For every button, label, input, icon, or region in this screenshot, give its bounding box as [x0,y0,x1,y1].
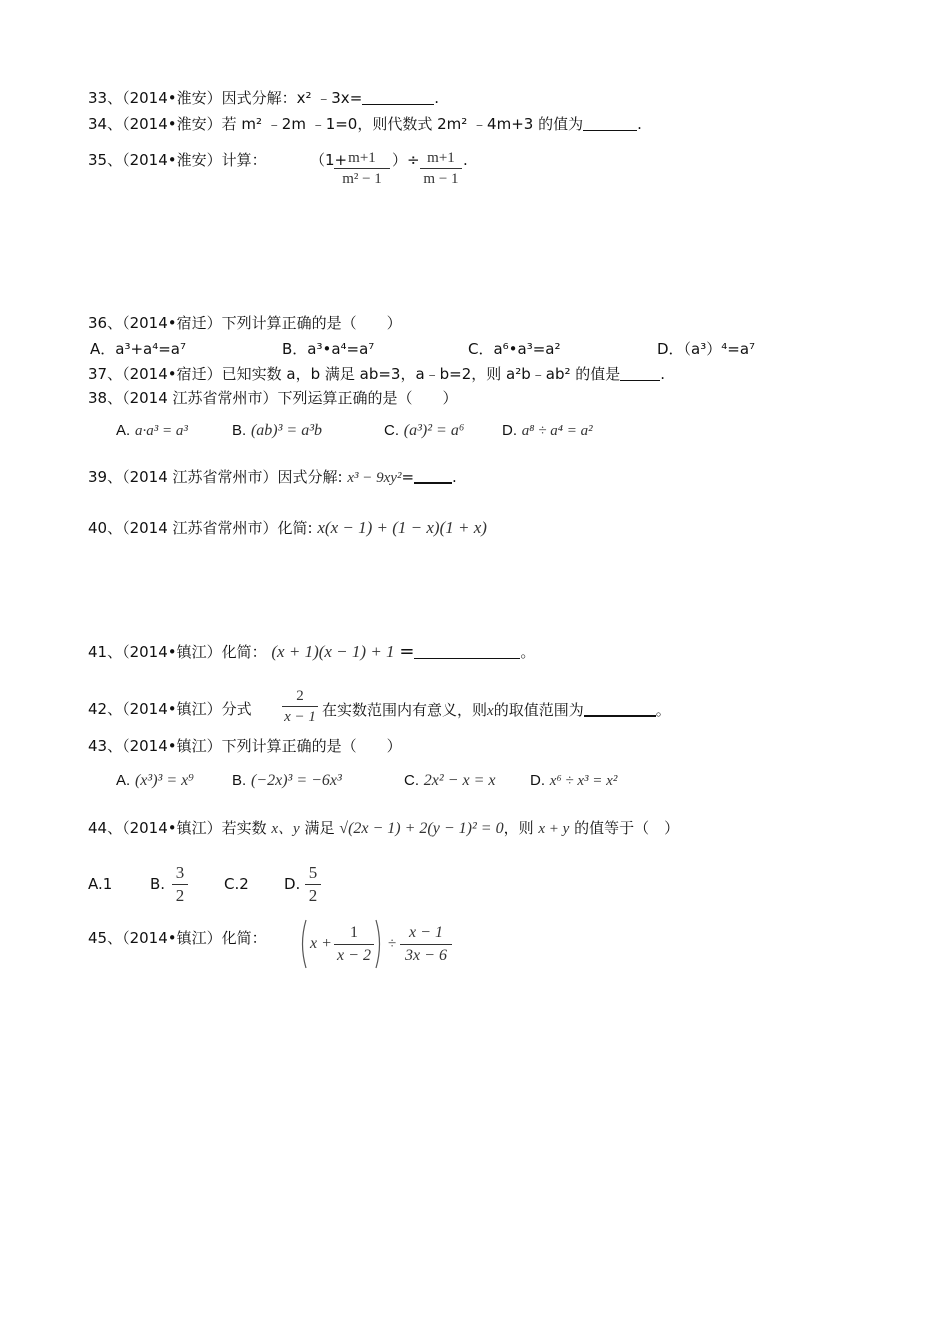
q45-divide: ÷ [388,936,397,952]
q38-option-c[interactable] [384,420,464,441]
q39-text: 39、（2014 江苏省常州市）因式分解: [88,468,343,486]
q43-expr-d: x⁶ ÷ x³ = x² [549,773,618,789]
q40-text: 40、（2014 江苏省常州市）化简: [88,519,313,537]
q38-expr-b: (ab)³ = a³b [250,422,323,439]
question-43 [88,736,402,756]
q42-denominator: x − 1 [284,709,316,725]
q44-b-denominator: 2 [175,886,185,905]
q35-fraction-2 [420,148,462,189]
q36-option-a[interactable]: A．a³+a⁴=a⁷ [90,340,187,358]
q44-mid-text: 满足 [304,819,335,837]
q44-fraction-d [305,862,321,907]
q34-answer-blank[interactable] [583,114,637,131]
q37-period: . [660,365,666,383]
question-37 [88,364,665,384]
q45-x-plus: x + [310,935,332,952]
q44-option-a[interactable]: A.1 [88,875,113,893]
q44-d-numerator: 5 [305,862,321,885]
q35-close: ）÷ [392,151,420,169]
question-44 [88,818,679,839]
q39-period: . [452,468,457,486]
q35-denominator-1: m² − 1 [342,171,382,187]
q35-numerator-2: m+1 [420,148,462,169]
q45-fraction-1 [334,922,374,967]
question-33 [88,88,439,108]
q37-text: 37、（2014•宿迁）已知实数 a，b 满足 ab=3，a﹣b=2，则 a²b﹣ab² 的值是 [88,365,621,383]
q42-answer-blank[interactable] [584,699,656,717]
q42-numerator: 2 [282,686,318,707]
q45-denominator-2: 3x − 6 [405,947,447,964]
q33-period: . [434,89,440,107]
q39-equals: = [401,468,415,486]
q43-expr-b: (−2x)³ = −6x³ [250,772,342,789]
q43-label-b: B. [232,772,247,789]
q44-option-b[interactable] [150,874,165,894]
question-40 [88,518,487,538]
q38-option-d[interactable] [502,420,593,441]
q44-option-c[interactable]: C.2 [224,875,249,893]
q45-denominator-1: x − 2 [337,947,371,964]
q35-open: （1+ [310,151,348,169]
q38-label-d: D. [502,422,517,439]
q42-mid-text-2: 的取值范围为 [493,701,584,719]
q36-option-c[interactable]: C．a⁶•a³=a² [468,340,561,358]
q43-expr-a: (x³)³ = x⁹ [134,772,194,789]
question-39 [88,466,457,488]
q44-option-d[interactable] [284,874,300,894]
q43-stem: 43、（2014•镇江）下列计算正确的是（ ） [88,737,402,755]
q44-fraction-b [172,862,188,907]
q39-answer-blank[interactable] [414,466,452,484]
q38-stem: 38、（2014 江苏省常州市）下列运算正确的是（ ） [88,389,458,407]
q44-mid-text-2: ，则 [503,819,534,837]
q45-fraction-2 [400,922,452,967]
q38-label-b: B. [232,422,247,439]
q44-suffix: 的值等于（ ） [574,819,680,837]
q44-variables: x、y [271,821,300,837]
q37-answer-blank[interactable] [620,364,660,381]
q38-option-a[interactable] [116,420,188,441]
q45-numerator-1: 1 [334,922,374,945]
q43-option-b[interactable] [232,770,342,791]
question-38 [88,388,458,408]
q41-expression: (x + 1)(x − 1) + 1 [271,642,395,661]
q44-condition: √(2x − 1) + 2(y − 1)² = 0 [339,820,504,837]
q36-option-d[interactable]: D．（a³）⁴=a⁷ [657,340,756,358]
question-34 [88,114,642,134]
q44-label-b: B. [150,875,166,893]
q41-text: 41、（2014•镇江）化简： [88,643,267,661]
question-45 [88,928,267,948]
q38-option-b[interactable] [232,420,322,441]
q42-fraction [282,686,318,727]
q43-option-a[interactable] [116,770,194,791]
q44-sum: x + y [538,821,570,837]
q36-option-b[interactable]: B．a³•a⁴=a⁷ [282,340,375,358]
q43-label-c: C. [404,772,419,789]
question-35 [88,150,267,170]
q34-text: 34、（2014•淮安）若 m² ﹣2m ﹣1=0，则代数式 2m² ﹣4m+3 的值为 [88,115,584,133]
q33-text: 33、（2014•淮安）因式分解：x² ﹣3x= [88,89,363,107]
q38-expr-c: (a³)² = a⁶ [403,422,465,439]
q44-b-numerator: 3 [172,862,188,885]
q43-label-d: D. [530,772,545,789]
q42-variable: x [487,703,494,719]
q45-parenthesized-sum [298,918,384,970]
q35-numerator-1: m+1 [334,148,390,169]
q36-stem: 36、（2014•宿迁）下列计算正确的是（ ） [88,314,402,332]
q44-d-denominator: 2 [308,886,318,905]
question-42 [88,699,252,719]
q38-expr-a: a·a³ = a³ [134,423,188,439]
q39-expression: x³ − 9xy² [347,470,402,486]
q38-expr-d: a⁸ ÷ a⁴ = a² [521,423,593,439]
q41-equals: = [399,641,415,662]
q43-option-d[interactable] [530,770,617,791]
q38-label-c: C. [384,422,399,439]
q41-answer-blank[interactable] [414,642,520,659]
q41-period: 。 [520,643,536,661]
q35-text: 35、（2014•淮安）计算： [88,151,267,169]
q44-text: 44、（2014•镇江）若实数 [88,819,267,837]
q40-expression: x(x − 1) + (1 − x)(1 + x) [317,518,487,537]
q43-option-c[interactable] [404,770,495,791]
q43-label-a: A. [116,772,131,789]
q35-denominator-2: m − 1 [423,171,459,187]
question-36 [88,313,402,333]
q34-period: . [637,115,642,133]
q38-label-a: A. [116,422,131,439]
q42-rest [322,699,671,721]
q42-period: 。 [655,701,671,719]
q35-period: . [463,151,468,169]
question-41 [88,642,535,662]
q44-label-d: D. [284,875,301,893]
q33-answer-blank[interactable] [362,88,434,105]
q35-fraction-1 [334,148,390,189]
q45-text: 45、（2014•镇江）化简： [88,929,267,947]
q43-expr-c: 2x² − x = x [423,772,496,789]
q42-text: 42、（2014•镇江）分式 [88,700,252,718]
q45-numerator-2: x − 1 [400,922,452,945]
q42-mid-text: 在实数范围内有意义，则 [322,701,488,719]
